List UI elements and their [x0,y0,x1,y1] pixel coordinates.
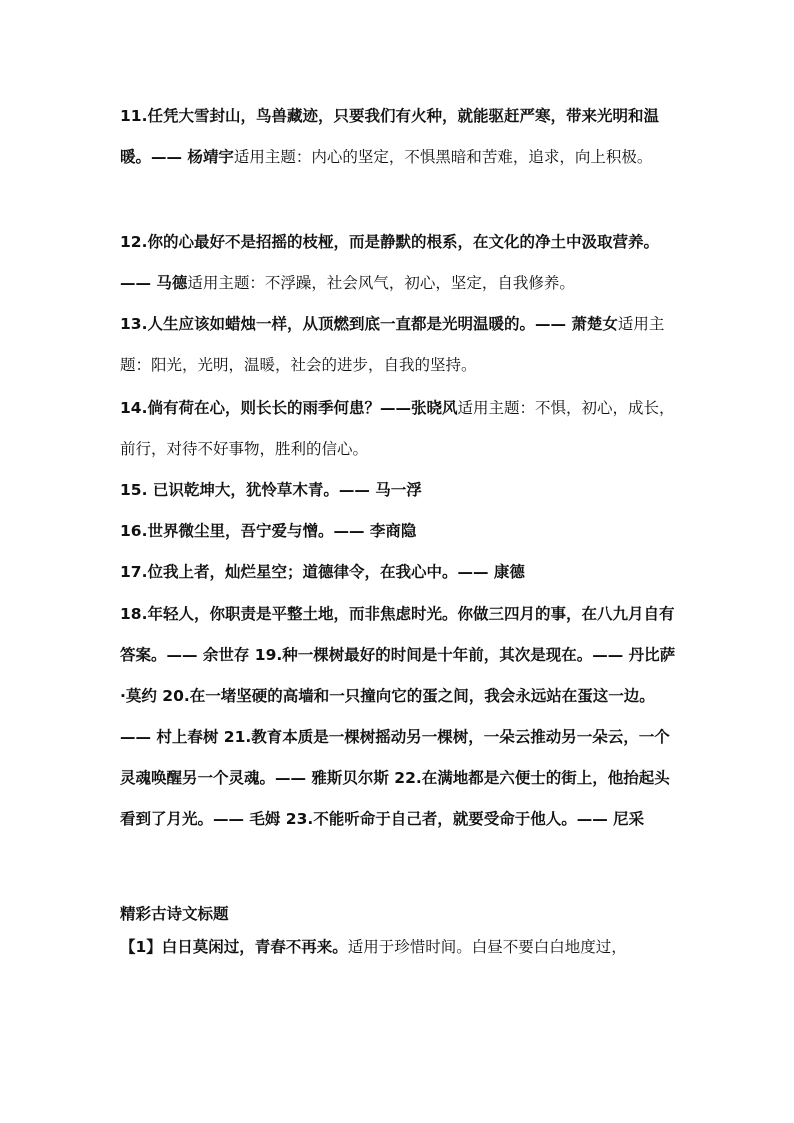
quote-12 [120,222,680,304]
quote-14-text: 14.倘有荷在心，则长长的雨季何患？——张晓风 [120,399,458,417]
poem-1 [120,932,680,962]
quote-14-theme: 适用主题：不惧，初心，成长，前行，对待不好事物，胜利的信心。 [120,399,675,458]
quote-14 [120,388,680,470]
quote-12-theme: 适用主题：不浮躁，社会风气，初心，坚定，自我修养。 [187,274,575,292]
quote-18-23-paragraph: 18.年轻人，你职责是平整土地，而非焦虑时光。你做三四月的事，在八九月自有答案。—— 余世存 19.种一棵树最好的时间是十年前，其次是现在。—— 丹比萨·莫约 20.在一堵坚硬的高墙和一只撞向它的蛋之间，我会永远站在蛋这一边。—— 村上春树 21.教育本质是一棵树摇动另一棵树，一朵云推动另一朵云，一个灵魂唤醒另一个灵魂。—— 雅斯贝尔斯 22.在满地都是六便士的街上，他抬起头看到了月光。—— 毛姆 23.不能听命于自己者，就要受命于他人。—— 尼采 [120,605,676,828]
quote-17: 17.位我上者，灿烂星空；道德律令，在我心中。—— 康德 [120,563,525,581]
quote-13-text: 13.人生应该如蜡烛一样，从顶燃到底一直都是光明温暖的。—— 萧楚女 [120,315,618,333]
quote-11-text: 11.任凭大雪封山，鸟兽藏迹，只要我们有火种，就能驱赶严寒，带来光明和温暖。—— 杨靖宇 [120,107,659,166]
quote-12-text: 12.你的心最好不是招摇的枝桠，而是静默的根系，在文化的净土中汲取营养。—— 马德 [120,233,659,292]
quote-13-theme: 适用主题：阳光，光明，温暖，社会的进步，自我的坚持。 [120,315,665,374]
poem-1-note: 适用于珍惜时间。白昼不要白白地度过， [347,938,627,956]
quote-13 [120,304,680,386]
quote-11-theme: 适用主题：内心的坚定，不惧黑暗和苦难，追求，向上积极。 [233,148,653,166]
quote-16: 16.世界微尘里，吾宁爱与憎。—— 李商隐 [120,522,417,540]
poem-1-label: 【1】白日莫闲过，青春不再来。 [120,938,348,956]
section-heading: 精彩古诗文标题 [120,905,229,923]
quote-11 [120,96,680,178]
quote-15: 15. 已识乾坤大，犹怜草木青。—— 马一浮 [120,481,422,499]
